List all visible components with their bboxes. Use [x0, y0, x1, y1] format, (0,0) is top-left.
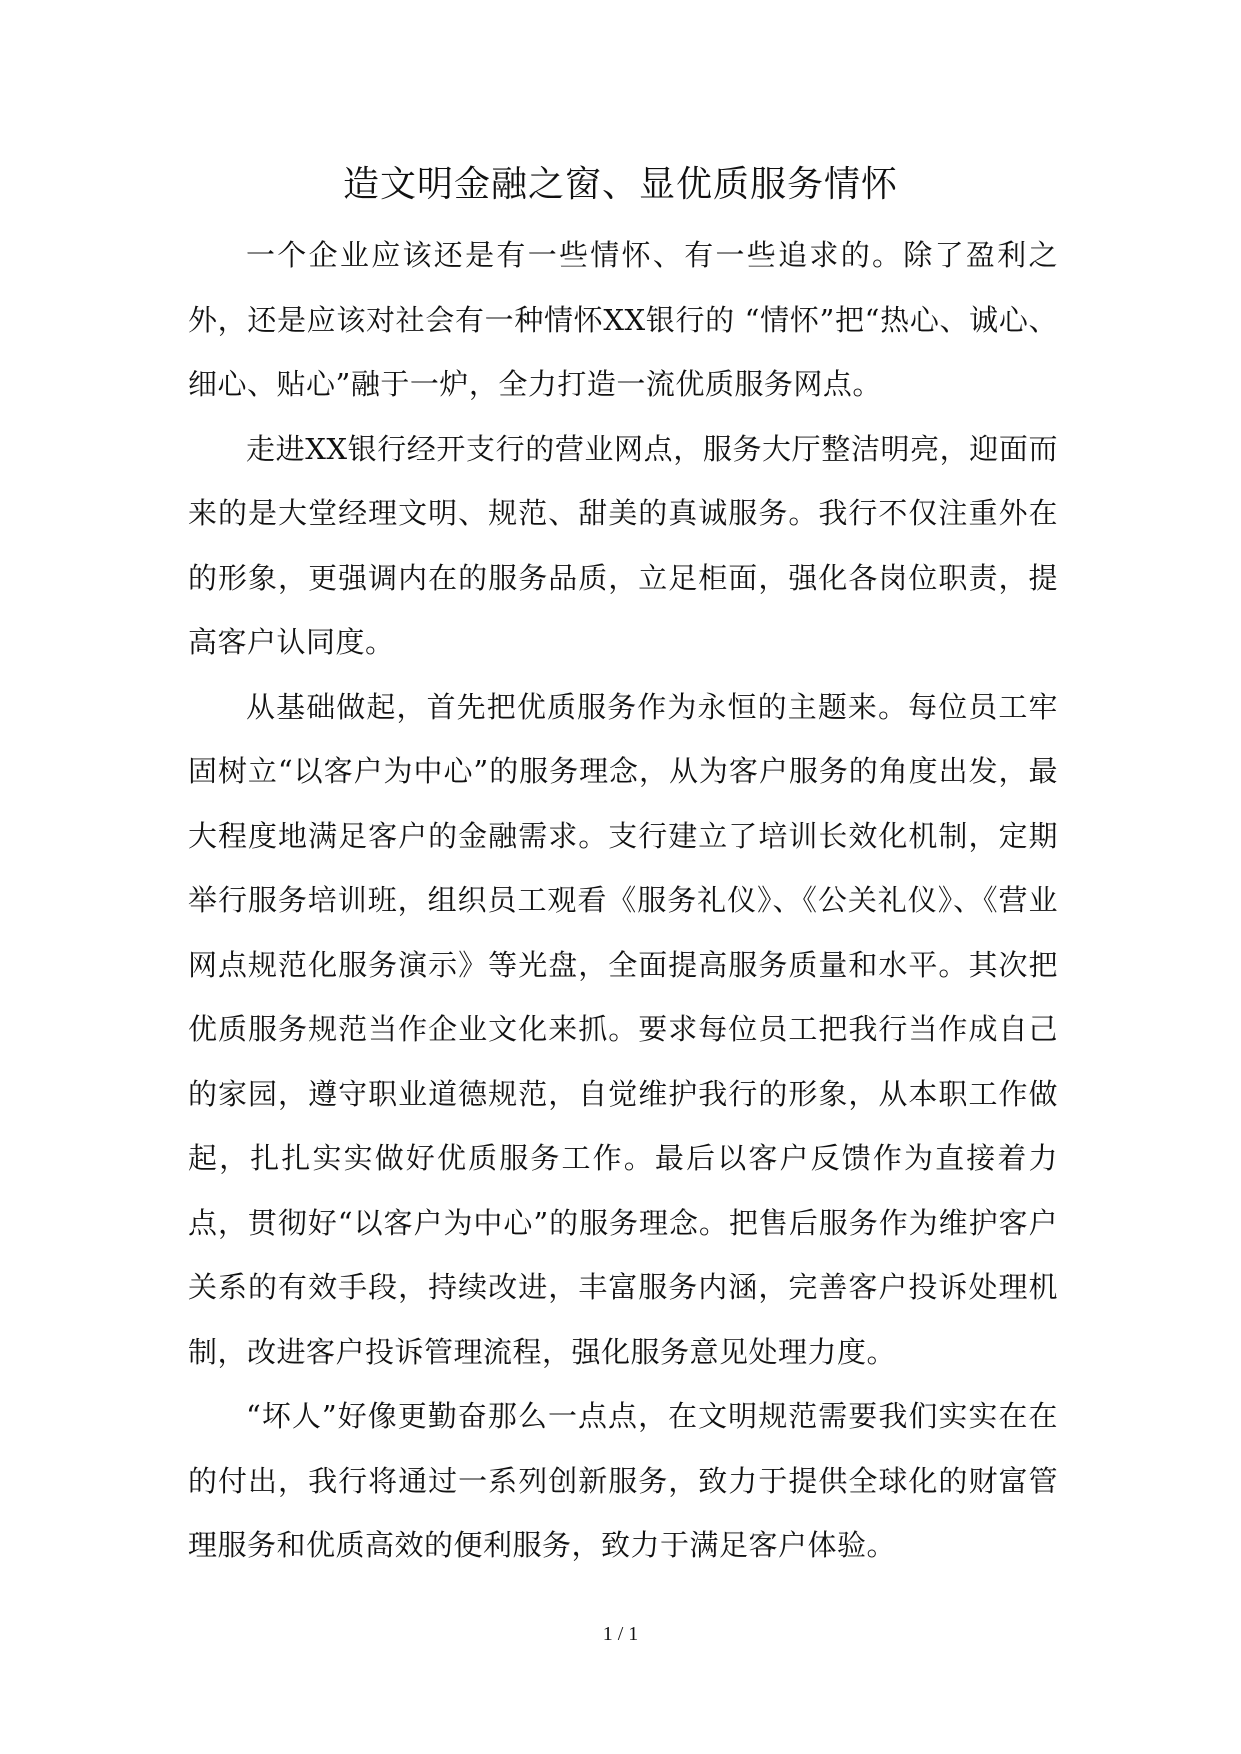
document-body [188, 223, 1058, 1578]
paragraph-4: “坏人”好像更勤奋那么一点点，在文明规范需要我们实实在在的付出，我行将通过一系列创新服务，致力于提供全球化的财富管理服务和优质高效的便利服务，致力于满足客户体验。 [188, 1399, 1058, 1562]
paragraph-1: 一个企业应该还是有一些情怀、有一些追求的。除了盈利之外，还是应该对社会有一种情怀XX银行的 “情怀”把“热心、诚心、细心、贴心”融于一炉，全力打造一流优质服务网点。 [188, 238, 1058, 401]
page-number: 1 / 1 [602, 1623, 639, 1645]
paragraph-3: 从基础做起，首先把优质服务作为永恒的主题来。每位员工牢固树立“以客户为中心”的服务理念，从为客户服务的角度出发，最大程度地满足客户的金融需求。支行建立了培训长效化机制，定期举行服务培训班，组织员工观看《服务礼仪》、《公关礼仪》、《营业网点规范化服务演示》等光盘，全面提高服务质量和水平。其次把优质服务规范当作企业文化来抓。要求每位员工把我行当作成自己的家园，遵守职业道德规范，自觉维护我行的形象，从本职工作做起，扎扎实实做好优质服务工作。最后以客户反馈作为直接着力点，贯彻好“以客户为中心”的服务理念。把售后服务作为维护客户关系的有效手段，持续改进，丰富服务内涵，完善客户投诉处理机制，改进客户投诉管理流程，强化服务意见处理力度。 [188, 689, 1058, 1369]
document-title: 造文明金融之窗、显优质服务情怀 [342, 164, 898, 205]
paragraph-2: 走进XX银行经开支行的营业网点，服务大厅整洁明亮，迎面而来的是大堂经理文明、规范、甜美的真诚服务。我行不仅注重外在的形象，更强调内在的服务品质，立足柜面，强化各岗位职责，提高客户认同度。 [188, 431, 1058, 659]
